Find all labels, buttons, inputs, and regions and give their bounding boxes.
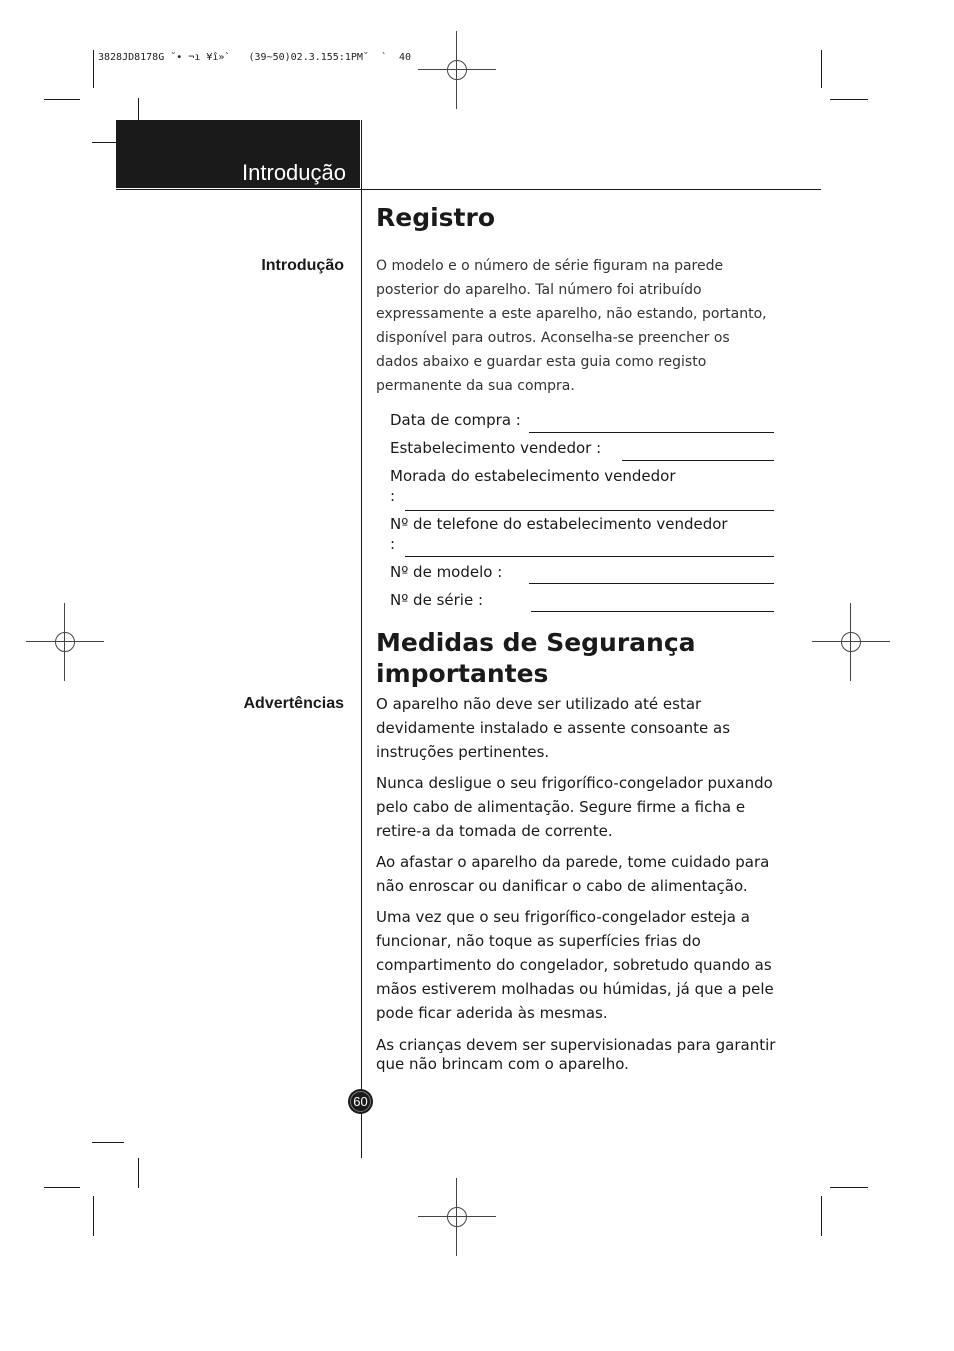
print-header: 3828JD8178G ˘• ¬ı ¥î»` (39~50)02.3.155:1PM˘ ` 40 — [98, 52, 412, 63]
registro-heading: Registro — [376, 203, 496, 232]
form-label-telefone: Nº de telefone do estabelecimento vendedor — [390, 515, 728, 533]
form-input-estabelecimento[interactable] — [622, 460, 774, 461]
warning-paragraph: Nunca desligue o seu frigorífico-congelador puxando pelo cabo de alimentação. Segure firme a ficha e retire-a da tomada de corrente. — [376, 774, 773, 840]
form-input-telefone[interactable] — [405, 556, 774, 557]
page-number — [348, 1089, 373, 1114]
warning-paragraph: As crianças devem ser supervisionadas para garantir que não brincam com o aparelho. — [376, 1036, 776, 1073]
registro-paragraph: O modelo e o número de série figuram na parede posterior do aparelho. Tal número foi atribuído expressamente a este aparelho, não estando, portanto, disponível para outros. Aconselha-se preencher os dados abaixo e guardar esta guia como registo permanente da sua compra. — [376, 258, 767, 394]
registration-mark — [812, 603, 890, 681]
side-label-advertencias: Advertências — [243, 695, 344, 712]
crop-mark — [44, 99, 80, 100]
crop-mark — [821, 1196, 822, 1236]
registration-mark — [418, 31, 496, 109]
section-title: Introdução — [242, 160, 346, 185]
form-label-morada-colon: : — [390, 487, 396, 505]
crop-mark — [92, 1142, 124, 1143]
seguranca-heading-line1: Medidas de Segurança — [376, 628, 696, 657]
form-label-serie: Nº de série : — [390, 591, 484, 609]
crop-mark — [93, 50, 94, 88]
section-banner — [116, 120, 360, 188]
form-label-modelo: Nº de modelo : — [390, 563, 503, 581]
crop-mark — [821, 50, 822, 88]
crop-mark — [93, 1196, 94, 1236]
form-input-morada[interactable] — [405, 510, 774, 511]
form-label-telefone-colon: : — [390, 535, 396, 553]
warning-paragraph: Ao afastar o aparelho da parede, tome cuidado para não enroscar ou danificar o cabo de alimentação. — [376, 853, 770, 895]
form-label-morada: Morada do estabelecimento vendedor — [390, 467, 676, 485]
seguranca-heading-line2: importantes — [376, 659, 549, 688]
registration-mark — [418, 1178, 496, 1256]
form-input-modelo[interactable] — [529, 583, 774, 584]
crop-mark — [830, 99, 868, 100]
form-input-serie[interactable] — [531, 611, 774, 612]
warning-paragraph: Uma vez que o seu frigorífico-congelador esteja a funcionar, não toque as superfícies frias do compartimento do congelador, sobretudo quando as mãos estiverem molhadas ou húmidas, já que a pele pode ficar aderida às mesmas. — [376, 908, 774, 1022]
form-label-data-compra: Data de compra : — [390, 411, 521, 429]
header-rule — [116, 189, 821, 190]
page-number-text: 60 — [353, 1094, 368, 1109]
crop-mark — [44, 1187, 80, 1188]
side-label-introducao: Introdução — [261, 257, 344, 274]
form-label-estabelecimento: Estabelecimento vendedor : — [390, 439, 602, 457]
crop-mark — [138, 98, 139, 120]
crop-mark — [830, 1187, 868, 1188]
form-input-data-compra[interactable] — [529, 432, 774, 433]
crop-mark — [138, 1158, 139, 1188]
warning-paragraph: O aparelho não deve ser utilizado até estar devidamente instalado e assente consoante as instruções pertinentes. — [376, 695, 731, 761]
column-divider — [361, 120, 362, 1158]
registration-mark — [26, 603, 104, 681]
crop-mark — [92, 142, 116, 143]
